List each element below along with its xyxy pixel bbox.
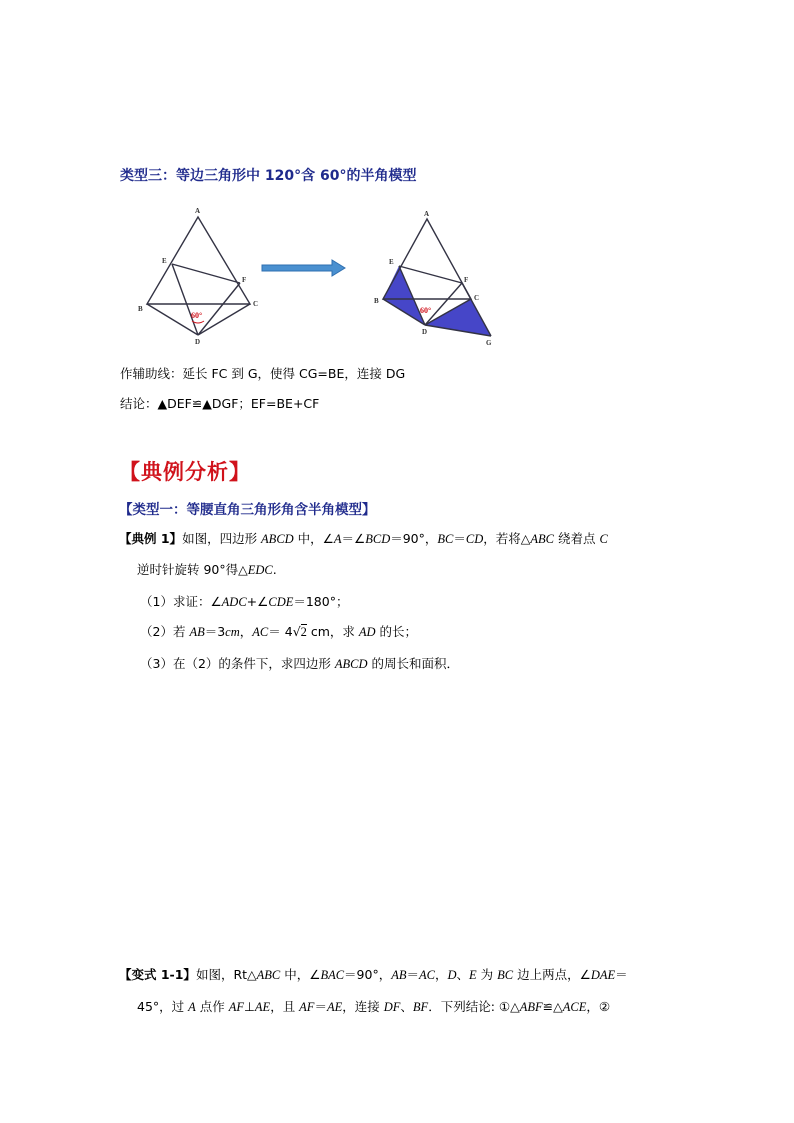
example1-line2 [137, 562, 277, 578]
text-run: D [447, 968, 457, 982]
section-subtitle: 【类型一：等腰直角三角形角含半角模型】 [119, 502, 376, 518]
left-segment-ed [172, 264, 198, 335]
text-run: 的长； [375, 624, 418, 639]
text-run: ， [239, 624, 253, 639]
text-run: ACE [562, 1000, 587, 1014]
text-run: ABC [256, 968, 281, 982]
right-segment-ef [399, 266, 462, 283]
text-run: DAE [590, 968, 616, 982]
type3-title: 类型三：等边三角形中 120°含 60°的半角模型 [120, 168, 417, 184]
text-run: CD [465, 532, 484, 546]
right-shaded-triangle-bed [383, 266, 425, 325]
text-run: ⊥ [244, 999, 255, 1014]
text-run: 如图，四边形 [182, 531, 262, 546]
variant11-line1 [119, 967, 628, 983]
right-label-g: G [486, 339, 492, 347]
text-run: 、 [456, 967, 470, 982]
example1-question2 [140, 624, 417, 640]
right-angle-label: 60° [420, 306, 432, 315]
text-run: ＝90°， [390, 531, 438, 546]
text-run: ，且 [270, 999, 300, 1014]
right-label-f: F [464, 276, 469, 284]
text-run: AD [358, 625, 376, 639]
text-run: C [599, 532, 608, 546]
text-run: AF [299, 1000, 315, 1014]
text-run: AE [254, 1000, 271, 1014]
example1-question3 [140, 656, 459, 672]
right-label-b: B [374, 297, 379, 305]
text-run: AB [189, 625, 205, 639]
text-run: AF [228, 1000, 245, 1014]
left-segment-fd [198, 283, 240, 335]
text-run: E [469, 968, 477, 982]
text-run: ＝3 [204, 624, 226, 639]
text-run: 逆时针旋转 90°得△ [137, 562, 248, 577]
section-title: 【典例分析】 [119, 459, 251, 484]
type3-construction: 作辅助线：延长 FC 到 G，使得 CG=BE，连接 DG [120, 366, 406, 381]
text-run: 如图，Rt△ [195, 967, 257, 982]
example1-line1 [119, 531, 608, 547]
text-run: +∠ [246, 594, 269, 609]
text-run: AC [252, 625, 269, 639]
text-run: ＝ [453, 531, 466, 546]
left-segment-cd [198, 304, 250, 335]
text-run: AB [391, 968, 407, 982]
text-run: ，② [586, 999, 611, 1014]
text-run: ＝90°， [344, 967, 392, 982]
text-run: ＝∠ [341, 531, 366, 546]
text-run: . [272, 562, 277, 577]
left-segment-ef [172, 264, 240, 283]
text-run: 中，∠ [280, 967, 321, 982]
text-run: ＝180°； [293, 594, 349, 609]
text-run: ABCD [334, 657, 368, 671]
variant11-tag: 【变式 1-1】 [119, 967, 196, 982]
left-label-e: E [162, 257, 167, 265]
left-label-f: F [242, 276, 247, 284]
right-label-c: C [474, 294, 480, 302]
text-run: 的周长和面积． [367, 656, 460, 671]
text-run: ＝ [615, 967, 628, 982]
text-run: ≌△ [542, 999, 563, 1014]
text-run: （1）求证：∠ [140, 594, 222, 609]
text-run: ABC [530, 532, 554, 546]
right-label-e: E [389, 258, 394, 266]
sqrt-symbol: √ [292, 624, 301, 639]
text-run: BF [412, 1000, 429, 1014]
text-run: BC [437, 532, 454, 546]
text-run: CDE [268, 595, 294, 609]
half-angle-figure [0, 0, 794, 360]
text-run: ＝ 4 [268, 624, 293, 639]
text-run: ＝ [314, 999, 327, 1014]
text-run: ，若将△ [483, 531, 531, 546]
text-run: 45°，过 [137, 999, 189, 1014]
text-run: A [333, 532, 342, 546]
type3-conclusion: 结论：▲DEF≌▲DGF；EF=BE+CF [120, 396, 320, 411]
text-run: ABCD [261, 532, 294, 546]
left-angle-label: 60° [191, 311, 203, 320]
right-label-d: D [422, 328, 428, 336]
text-run: 为 [476, 967, 498, 982]
text-run: 绕着点 [554, 531, 600, 546]
text-run: （3）在（2）的条件下，求四边形 [140, 656, 335, 671]
right-figure [383, 219, 491, 336]
text-run: A [188, 1000, 196, 1014]
text-run: cm [225, 625, 240, 639]
text-run: 点作 [195, 999, 229, 1014]
text-run: （2）若 [140, 624, 190, 639]
text-run: EDC [247, 563, 273, 577]
example1-tag: 【典例 1】 [119, 531, 183, 546]
left-label-b: B [138, 305, 143, 313]
text-run: ＝ [406, 967, 419, 982]
text-run: ．下列结论: ①△ [428, 999, 520, 1014]
transform-arrow-icon [262, 260, 345, 276]
left-label-d: D [195, 338, 201, 346]
text-run: 边上两点，∠ [513, 967, 591, 982]
text-run: ADC [221, 595, 247, 609]
left-label-a: A [195, 207, 201, 215]
text-run: BC [497, 968, 514, 982]
text-run: cm，求 [306, 624, 359, 639]
text-run: DF [383, 1000, 401, 1014]
text-run: 、 [400, 999, 413, 1014]
text-run: ABF [519, 1000, 543, 1014]
right-label-a: A [424, 210, 430, 218]
text-run: AE [326, 1000, 343, 1014]
sqrt-radicand: 2 [300, 625, 307, 639]
text-run: AC [419, 968, 435, 982]
left-label-c: C [253, 300, 259, 308]
text-run: BCD [365, 532, 391, 546]
text-run: ， [434, 967, 448, 982]
text-run: BAC [320, 968, 345, 982]
text-run: ，连接 [342, 999, 384, 1014]
example1-question1 [140, 594, 348, 610]
variant11-line2 [137, 999, 610, 1015]
text-run: 中，∠ [293, 531, 334, 546]
